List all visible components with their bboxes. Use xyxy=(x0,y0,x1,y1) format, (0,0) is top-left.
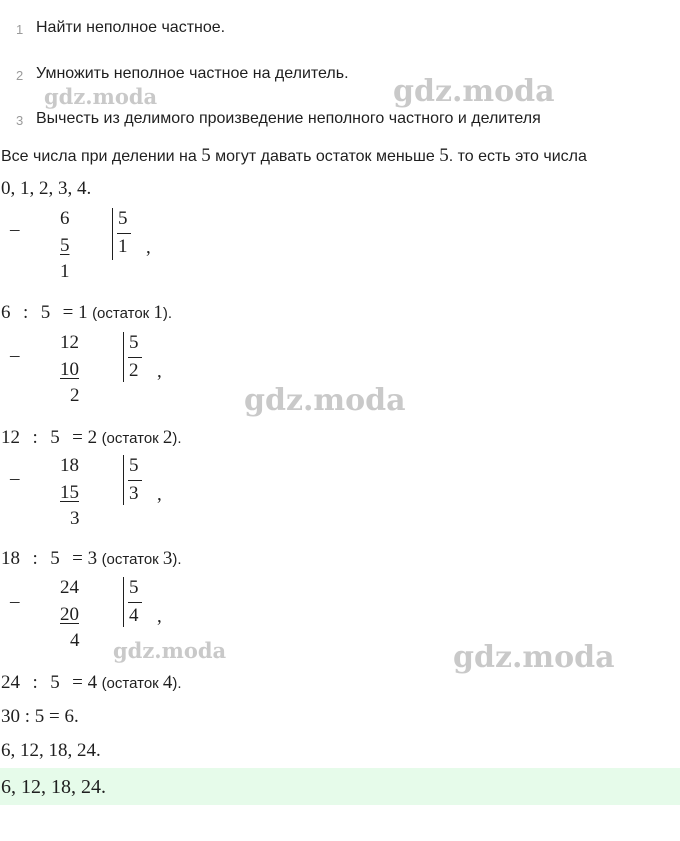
quotient-line xyxy=(117,233,131,234)
remainder-value: 1 xyxy=(153,302,163,323)
division-bar xyxy=(123,332,124,382)
remainder: 2 xyxy=(70,385,80,406)
remainders-list: 0, 1, 2, 3, 4. xyxy=(1,178,92,199)
intro-limit: 5 xyxy=(439,145,449,166)
equation xyxy=(1,672,182,694)
division-bar xyxy=(123,577,124,627)
quotient: 2 xyxy=(129,360,139,381)
minus-sign: – xyxy=(10,219,20,240)
comma: , xyxy=(146,237,151,258)
product: 20 xyxy=(60,604,79,625)
eq-left: 6 xyxy=(1,302,11,323)
eq-divisor: 5 xyxy=(50,427,60,448)
step-number: 1 xyxy=(16,22,24,37)
multiples-list: 6, 12, 18, 24. xyxy=(1,740,101,761)
eq-colon: : xyxy=(32,427,38,448)
watermark: gdz.moda xyxy=(453,640,615,675)
remainder-note: (остаток xyxy=(101,551,163,568)
remainder-value: 4 xyxy=(162,672,173,693)
product: 10 xyxy=(60,359,79,380)
eq-result: = 4 xyxy=(72,672,98,693)
intro-part: могут давать остаток меньше xyxy=(210,148,440,165)
eq-left: 24 xyxy=(1,672,20,693)
eq-divisor: 5 xyxy=(40,302,51,323)
eq-colon: : xyxy=(32,548,38,569)
step-number: 3 xyxy=(16,113,24,128)
watermark: gdz.moda xyxy=(44,84,158,109)
dividend: 24 xyxy=(60,577,79,598)
quotient-line xyxy=(128,480,142,481)
minus-sign: – xyxy=(10,345,20,366)
intro-part: Все числа при делении на xyxy=(1,148,202,165)
eq-result: = 3 xyxy=(72,548,98,569)
remainder: 1 xyxy=(60,261,70,282)
product: 15 xyxy=(60,482,79,503)
dividend: 18 xyxy=(60,455,79,476)
intro-divisor: 5 xyxy=(201,145,211,166)
intro-part: . то есть это числа xyxy=(448,148,587,165)
remainder-note-close: ). xyxy=(172,551,182,568)
final-equation: 30 : 5 = 6. xyxy=(1,706,79,727)
dividend: 6 xyxy=(60,208,70,229)
step-number: 2 xyxy=(16,68,24,83)
eq-colon: : xyxy=(32,672,38,693)
divisor: 5 xyxy=(129,332,139,353)
dividend: 12 xyxy=(60,332,79,353)
remainder: 4 xyxy=(70,630,80,651)
eq-colon: : xyxy=(22,302,29,323)
minus-sign: – xyxy=(10,468,20,489)
remainder-note-close: ). xyxy=(172,675,182,692)
eq-result: = 2 xyxy=(72,427,98,448)
equation xyxy=(1,302,172,324)
quotient: 4 xyxy=(129,605,139,626)
divisor: 5 xyxy=(118,208,128,229)
remainder: 3 xyxy=(70,508,80,529)
remainder-note: (остаток xyxy=(101,430,163,447)
eq-divisor: 5 xyxy=(50,672,60,693)
intro-sentence xyxy=(1,145,587,167)
quotient: 1 xyxy=(118,236,128,257)
eq-result: = 1 xyxy=(62,302,88,323)
step-text: Найти неполное частное. xyxy=(36,19,226,36)
remainder-note: (остаток xyxy=(92,305,154,322)
remainder-value: 3 xyxy=(162,548,173,569)
equation xyxy=(1,548,182,570)
product: 5 xyxy=(60,235,70,256)
watermark: gdz.moda xyxy=(113,638,227,663)
watermark: gdz.moda xyxy=(393,74,555,109)
divisor: 5 xyxy=(129,455,139,476)
quotient-line xyxy=(128,602,142,603)
quotient-line xyxy=(128,357,142,358)
step-text: Умножить неполное частное на делитель. xyxy=(36,65,349,82)
equation xyxy=(1,427,182,449)
comma: , xyxy=(157,606,162,627)
watermark: gdz.moda xyxy=(244,383,406,418)
division-bar xyxy=(123,455,124,505)
divisor: 5 xyxy=(129,577,139,598)
comma: , xyxy=(157,361,162,382)
remainder-note-close: ). xyxy=(172,430,182,447)
eq-divisor: 5 xyxy=(50,548,60,569)
division-bar xyxy=(112,208,113,260)
remainder-note: (остаток xyxy=(101,675,163,692)
minus-sign: – xyxy=(10,591,20,612)
quotient: 3 xyxy=(129,483,139,504)
remainder-note-close: ). xyxy=(162,305,173,322)
eq-left: 18 xyxy=(1,548,20,569)
comma: , xyxy=(157,484,162,505)
remainder-value: 2 xyxy=(162,427,173,448)
answer-text: 6, 12, 18, 24. xyxy=(1,776,106,798)
step-text: Вычесть из делимого произведение неполного частного и делителя xyxy=(36,110,541,127)
eq-left: 12 xyxy=(1,427,20,448)
